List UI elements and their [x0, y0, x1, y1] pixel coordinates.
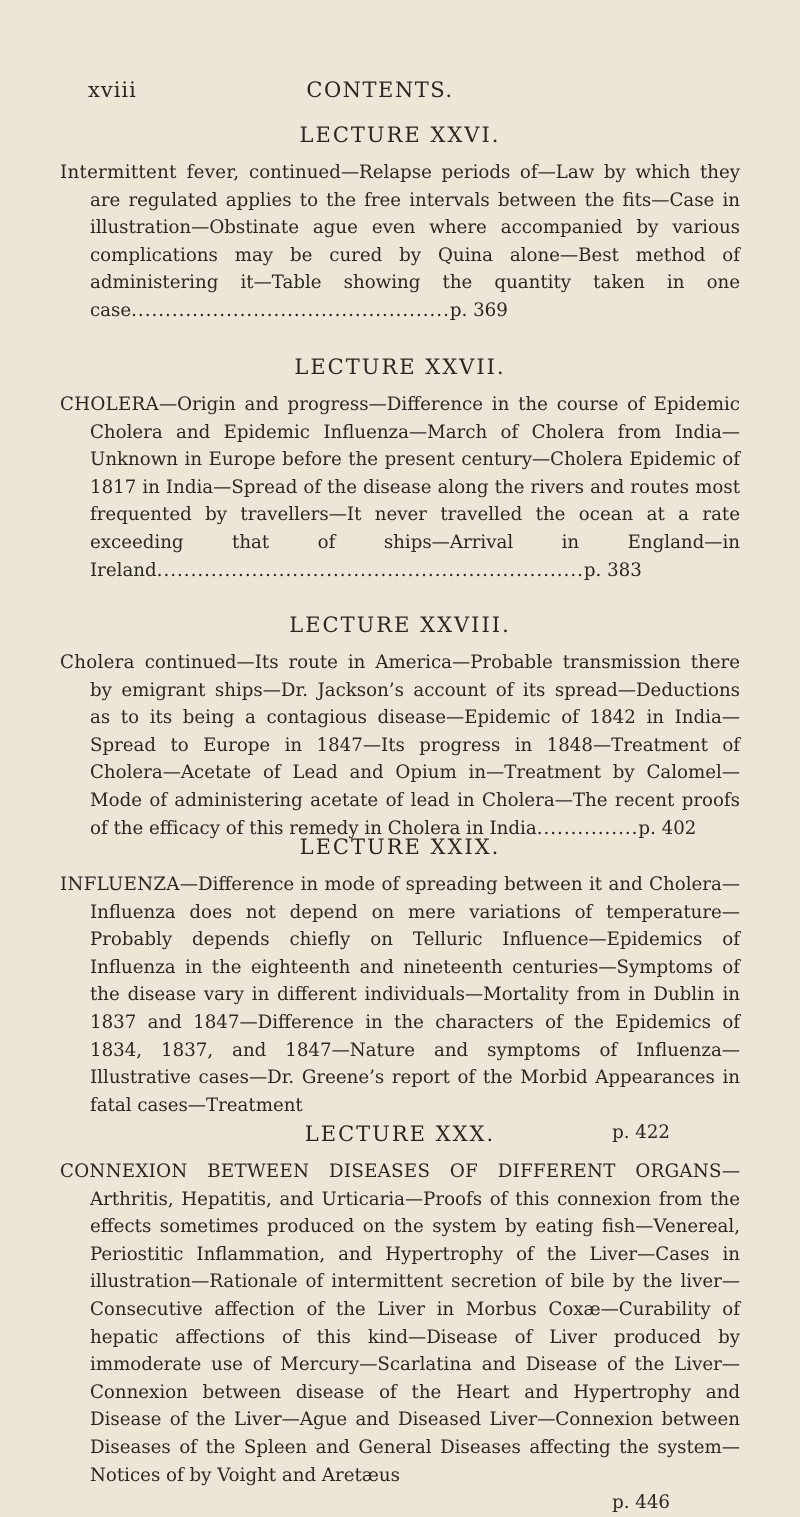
page-number: xviii: [88, 78, 137, 102]
page-reference: p. 402: [638, 817, 697, 839]
dot-leaders: ...............................................: [131, 299, 450, 321]
page-reference: p. 369: [449, 299, 508, 321]
dot-leaders: ...............: [536, 817, 639, 839]
page-reference: p. 446: [612, 1492, 670, 1514]
lecture-summary: [60, 1158, 740, 1489]
lecture-summary: [60, 871, 740, 1119]
lecture-heading: LECTURE XXIX.: [299, 835, 501, 859]
lecture-lead: INFLUENZA: [60, 874, 180, 895]
lecture-entry: [60, 351, 740, 584]
lecture-text: —Arthritis, Hepatitis, and Urticaria—Proofs of this connexion from the effects sometimes produced on the system by eating fish—Venereal, Periostitic Inflammation, and Hypertrophy of the Liver—Cases in illustration—Rationale of intermittent secretion of bile by the liver—Consecutive affection of the Liver in Morbus Coxæ—Curability of hepatic affections of this kind—Disease of Liver produced by immoderate use of Mercury—Scarlatina and Disease of the Liver—Connexion between disease of the Heart and Hypertrophy and Disease of the Liver—Ague and Diseased Liver—Connexion between Diseases of the Spleen and General Diseases affecting the system—Notices of by Voight and Aretæus: [90, 1161, 740, 1486]
lecture-lead: Intermittent fever,: [60, 162, 240, 183]
dot-leaders: ...............................................................: [156, 559, 584, 581]
lecture-entry: [60, 609, 740, 842]
lecture-heading: LECTURE XXVII.: [294, 355, 506, 379]
lecture-text: —Origin and progress—Difference in the course of Epidemic Cholera and Epidemic Influenza—March of Cholera from India—Unknown in Europe before the present century—Cholera Epidemic of 1817 in India—Spread of the disease along the rivers and routes most frequented by travellers—It never travelled the ocean at a rate exceeding that of ships—Arrival in England—in Ireland: [90, 394, 740, 581]
lecture-summary: [60, 391, 740, 584]
lecture-heading: LECTURE XXX.: [304, 1122, 496, 1146]
page-reference: p. 422: [612, 1122, 670, 1144]
lecture-lead: Cholera: [60, 652, 135, 673]
lecture-text: continued—Relapse periods of—Law by which they are regulated applies to the free intervals between the fits—Case in illustration—Obstinate ague even where accompanied by various complications may be cured by Quina alone—Best method of administering it—Table showing the quantity taken in one case: [90, 162, 741, 321]
lecture-text: —Difference in mode of spreading between it and Cholera—Influenza does not depend on mere variations of temperature—Probably depends chiefly on Telluric Influence—Epidemics of Influenza in the eighteenth and nineteenth centuries—Symptoms of the disease vary in different individuals—Mortality from in Dublin in 1837 and 1847—Difference in the characters of the Epidemics of 1834, 1837, and 1847—Nature and symptoms of Influenza—Illustrative cases—Dr. Greene’s report of the Morbid Appearances in fatal cases—Treatment: [90, 874, 740, 1116]
lecture-heading: LECTURE XXVI.: [299, 123, 501, 147]
lecture-entry: [60, 119, 740, 325]
lecture-lead: CONNEXION BETWEEN DISEASES OF DIFFERENT ORGANS: [60, 1161, 722, 1182]
lecture-entry: [60, 1118, 740, 1517]
running-title: CONTENTS.: [306, 78, 454, 102]
running-head: [0, 78, 800, 110]
lecture-text: continued—Its route in America—Probable transmission there by emigrant ships—Dr. Jackson’s account of its spread—Deductions as to its being a contagious disease—Epidemic of 1842 in India—Spread to Europe in 1847—Its progress in 1848—Treatment of Cholera—Acetate of Lead and Opium in—Treatment by Calomel—Mode of administering acetate of lead in Cholera—The recent proofs of the efficacy of this remedy in Cholera in India: [90, 652, 740, 839]
lecture-heading: LECTURE XXVIII.: [289, 613, 511, 637]
page-reference: p. 383: [583, 559, 642, 581]
lecture-entry: [60, 831, 740, 1147]
lecture-summary: [60, 159, 740, 325]
lecture-summary: [60, 649, 740, 842]
lecture-lead: CHOLERA: [60, 394, 159, 415]
